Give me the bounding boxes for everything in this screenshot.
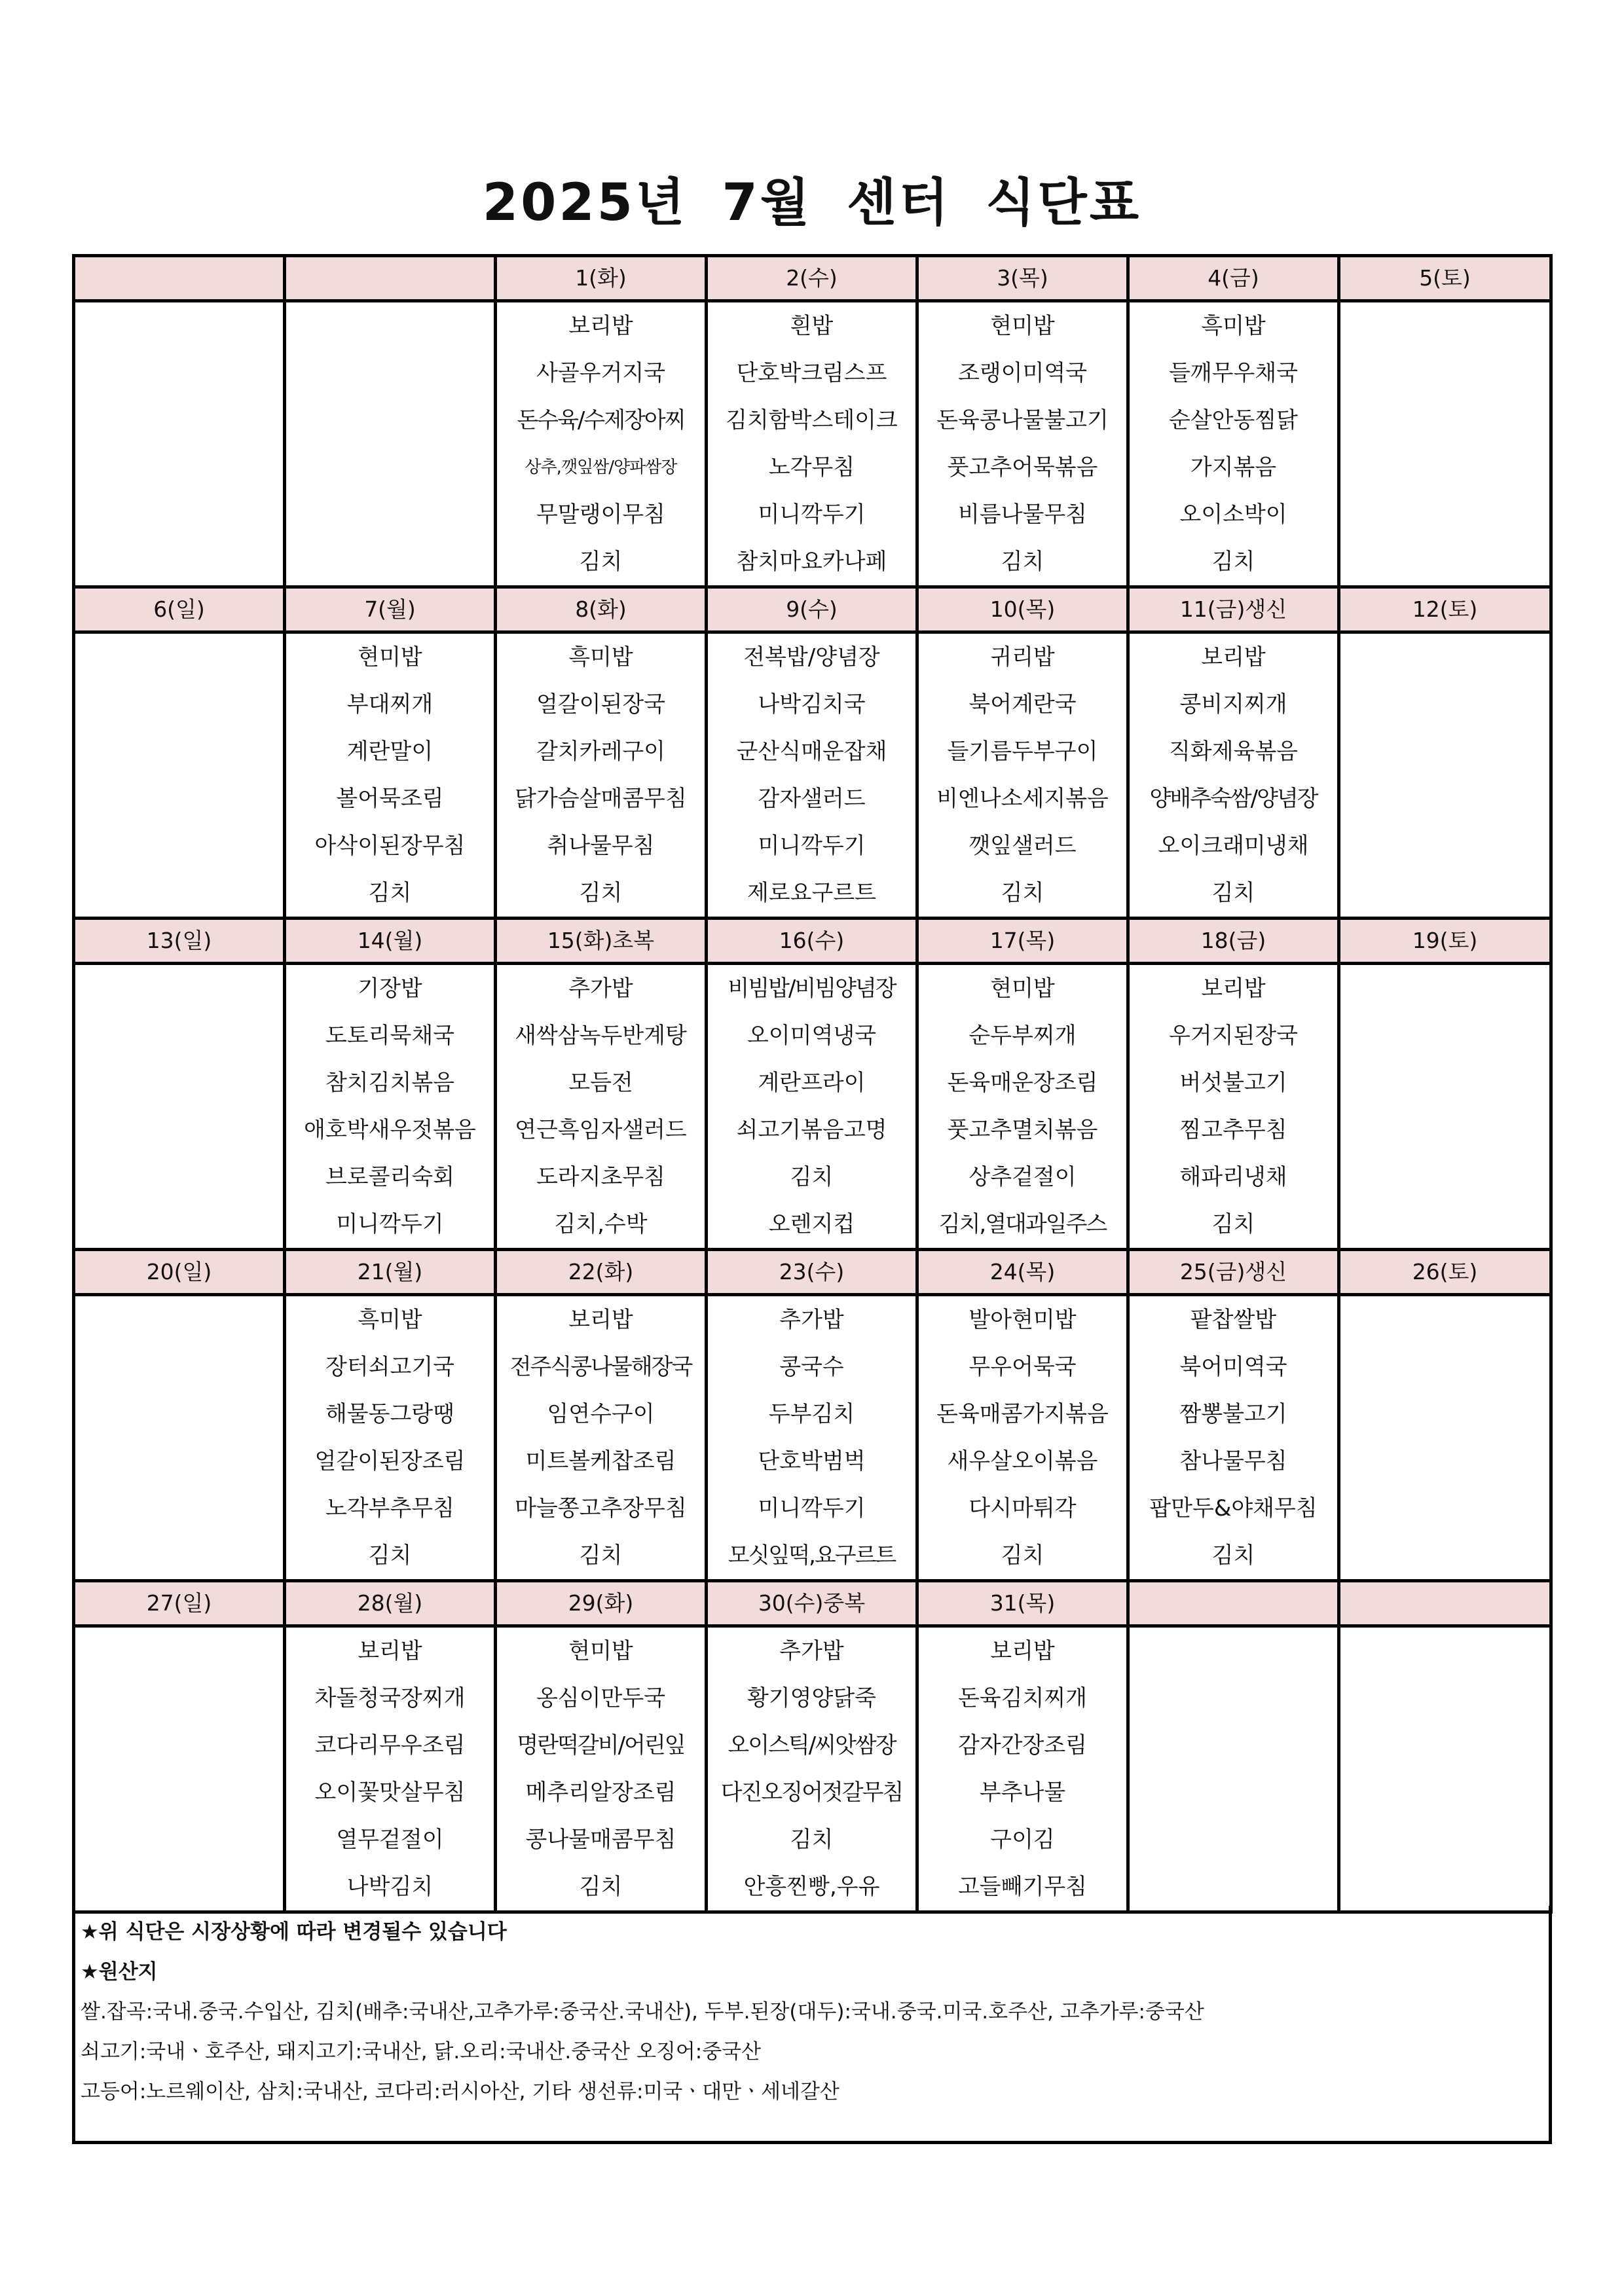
menu-item: 황기영양닭죽 [747,1685,877,1711]
menu-item: 콩국수 [779,1354,844,1380]
week-menu-row [74,301,1551,587]
day-menu-cell [917,1626,1128,1912]
week-header-row [74,587,1551,632]
menu-item: 부추나물 [979,1779,1066,1806]
date-header [1339,1581,1551,1626]
day-menu-cell [496,1295,707,1581]
menu-item: 보리밥 [358,1638,422,1664]
date-header [74,256,285,301]
date-header: 21(월) [285,1250,496,1295]
menu-item: 오이꽃맛살무침 [314,1779,466,1806]
menu-item: 부대찌개 [346,691,434,718]
date-header: 18(금) [1128,919,1339,964]
date-header: 26(토) [1339,1250,1551,1295]
date-header: 28(월) [285,1581,496,1626]
menu-item: 김치,수박 [554,1211,648,1237]
menu-item: 애호박새우젓볶음 [304,1117,476,1143]
day-menu-cell [285,1295,496,1581]
menu-item: 흑미밥 [358,1307,422,1333]
date-header: 17(목) [917,919,1128,964]
menu-item: 오렌지컵 [768,1211,855,1237]
day-menu-cell [285,632,496,919]
day-menu-cell [285,1626,496,1912]
menu-item: 팝만두&야채무침 [1149,1495,1318,1522]
date-header: 2(수) [707,256,917,301]
menu-item: 돈육콩나물불고기 [936,407,1109,433]
day-menu-cell [1339,301,1551,587]
menu-item: 다진오징어젓갈무침 [720,1779,903,1806]
week-menu-row [74,1295,1551,1581]
menu-item: 김치 [1001,880,1044,906]
origin-line-3: 고등어:노르웨이산, 삼치:국내산, 코다리:러시아산, 기타 생선류:미국ㆍ대만ㆍ세네갈산 [81,2080,840,2104]
week-menu-row [74,1626,1551,1912]
menu-item: 보리밥 [1201,644,1266,670]
week-menu-row [74,632,1551,919]
day-menu-cell [1339,632,1551,919]
menu-item: 짬뽕불고기 [1179,1401,1287,1427]
day-menu-cell [74,1295,285,1581]
date-header: 1(화) [496,256,707,301]
day-menu-cell [917,1295,1128,1581]
menu-item: 단호박범벅 [758,1448,866,1474]
menu-item: 다시마튀각 [969,1495,1077,1522]
date-header: 29(화) [496,1581,707,1626]
menu-item: 볼어묵조림 [336,786,444,812]
menu-item: 김치 [790,1827,834,1853]
menu-item: 미니깍두기 [758,501,866,528]
menu-item: 참치마요카나페 [736,549,887,575]
day-menu-cell [707,1626,917,1912]
menu-item: 순두부찌개 [969,1023,1077,1049]
day-menu-cell [1339,1626,1551,1912]
menu-item: 순살안동찜닭 [1168,407,1299,433]
day-menu-cell [707,632,917,919]
menu-item: 추가밥 [779,1638,844,1664]
day-menu-cell [74,632,285,919]
date-header: 6(일) [74,587,285,632]
menu-item: 코다리무우조림 [314,1732,466,1758]
menu-item: 취나물무침 [547,833,655,859]
menu-item: 김치 [368,880,412,906]
date-header [1128,1581,1339,1626]
menu-item: 김치 [790,1164,834,1190]
date-header: 25(금)생신 [1128,1250,1339,1295]
menu-item: 무우어묵국 [969,1354,1077,1380]
menu-item: 단호박크림스프 [736,360,887,386]
day-menu-cell [707,964,917,1250]
menu-item: 김치 [368,1542,412,1569]
day-menu-cell [917,964,1128,1250]
menu-item: 새싹삼녹두반계탕 [515,1023,687,1049]
menu-item: 아삭이된장무침 [314,833,466,859]
menu-item: 김치 [579,1874,623,1900]
menu-item: 전복밥/양념장 [743,644,880,670]
menu-item: 옹심이만두국 [536,1685,666,1711]
menu-item: 풋고추어묵볶음 [947,454,1098,481]
menu-item: 전주식콩나물해장국 [509,1354,692,1380]
date-header: 31(목) [917,1581,1128,1626]
menu-item: 돈육매콤가지볶음 [936,1401,1109,1427]
day-menu-cell [1339,964,1551,1250]
origin-title: ★원산지 [81,1960,158,1984]
day-menu-cell [285,964,496,1250]
menu-item: 도라지초무침 [536,1164,666,1190]
menu-item: 귀리밥 [990,644,1055,670]
date-header: 19(토) [1339,919,1551,964]
menu-item: 나박김치국 [758,691,866,718]
date-header: 12(토) [1339,587,1551,632]
menu-item: 고들빼기무침 [957,1874,1088,1900]
menu-item: 미니깍두기 [758,1495,866,1522]
date-header: 8(화) [496,587,707,632]
menu-item: 오이스틱/씨앗쌈장 [728,1732,896,1758]
menu-item: 브로콜리숙회 [325,1164,455,1190]
menu-item: 오이소박이 [1179,501,1287,528]
menu-item: 차돌청국장찌개 [314,1685,466,1711]
menu-item: 제로요구르트 [747,880,877,906]
date-header: 14(월) [285,919,496,964]
date-header: 27(일) [74,1581,285,1626]
menu-item: 기장밥 [358,975,422,1002]
menu-change-notice: ★위 식단은 시장상황에 따라 변경될수 있습니다 [81,1920,507,1944]
menu-item: 콩나물매콤무침 [525,1827,676,1853]
menu-item: 보리밥 [990,1638,1055,1664]
menu-item: 김치 [1211,1211,1255,1237]
menu-item: 오이크래미냉채 [1158,833,1309,859]
menu-item: 흑미밥 [568,644,633,670]
menu-item: 해파리냉채 [1179,1164,1287,1190]
day-menu-cell [1128,964,1339,1250]
menu-item: 마늘쫑고추장무침 [515,1495,687,1522]
menu-item: 미트볼케찹조림 [525,1448,676,1474]
menu-item: 미니깍두기 [758,833,866,859]
menu-item: 김치함박스테이크 [726,407,898,433]
day-menu-cell [1128,632,1339,919]
menu-item: 도토리묵채국 [325,1023,455,1049]
day-menu-cell [707,301,917,587]
menu-item: 김치 [1211,1542,1255,1569]
menu-item: 모싯잎떡,요구르트 [728,1542,896,1569]
menu-table [72,254,1553,1914]
menu-item: 직화제육볶음 [1168,738,1299,765]
origin-line-1: 쌀.잡곡:국내.중국.수입산, 김치(배추:국내산,고추가루:중국산.국내산), 두부.된장(대두):국내.중국.미국.호주산, 고추가루:중국산 [81,2000,1204,2024]
menu-item: 버섯불고기 [1179,1070,1287,1096]
date-header: 5(토) [1339,256,1551,301]
menu-item: 계란프라이 [758,1070,866,1096]
menu-item: 김치 [579,549,623,575]
menu-item: 비엔나소세지볶음 [936,786,1109,812]
menu-item: 돈수육/수제장아찌 [517,407,685,433]
menu-item: 임연수구이 [547,1401,655,1427]
date-header: 22(화) [496,1250,707,1295]
menu-item: 김치 [1211,880,1255,906]
date-header: 23(수) [707,1250,917,1295]
menu-item: 현미밥 [990,313,1055,339]
day-menu-cell [917,632,1128,919]
menu-item: 얼갈이된장국 [536,691,666,718]
menu-item: 닭가슴살매콤무침 [515,786,687,812]
week-header-row [74,256,1551,301]
menu-item: 보리밥 [1201,975,1266,1002]
menu-item: 추가밥 [779,1307,844,1333]
day-menu-cell [496,1626,707,1912]
menu-item: 콩비지찌개 [1179,691,1287,718]
date-header: 11(금)생신 [1128,587,1339,632]
menu-item: 흑미밥 [1201,313,1266,339]
day-menu-cell [496,301,707,587]
menu-item: 연근흑임자샐러드 [515,1117,687,1143]
menu-item: 갈치카레구이 [536,738,666,765]
menu-item: 참나물무침 [1179,1448,1287,1474]
week-header-row [74,1581,1551,1626]
menu-item: 계란말이 [346,738,434,765]
menu-item: 모듬전 [568,1070,633,1096]
day-menu-cell [496,964,707,1250]
menu-item: 가지볶음 [1190,454,1277,481]
day-menu-cell [707,1295,917,1581]
week-header-row [74,919,1551,964]
date-header: 24(목) [917,1250,1128,1295]
date-header: 7(월) [285,587,496,632]
menu-item: 장터쇠고기국 [325,1354,455,1380]
menu-item: 구이김 [990,1827,1055,1853]
day-menu-cell [1128,1295,1339,1581]
menu-item: 김치 [1001,1542,1044,1569]
day-menu-cell [1128,301,1339,587]
menu-item: 노각부추무침 [325,1495,455,1522]
date-header: 15(화)초복 [496,919,707,964]
menu-item: 나박김치 [346,1874,434,1900]
menu-item: 미니깍두기 [336,1211,444,1237]
menu-item: 북어계란국 [969,691,1077,718]
menu-item: 김치 [579,880,623,906]
day-menu-cell [496,632,707,919]
date-header: 10(목) [917,587,1128,632]
week-menu-row [74,964,1551,1250]
menu-item: 새우살오이볶음 [947,1448,1098,1474]
day-menu-cell [1128,1626,1339,1912]
menu-item: 풋고추멸치볶음 [947,1117,1098,1143]
menu-item: 깻잎샐러드 [969,833,1077,859]
menu-item: 상추,깻잎쌈/양파쌈장 [525,458,677,477]
menu-item: 메추리알장조림 [525,1779,676,1806]
menu-item: 해물동그랑땡 [325,1401,455,1427]
day-menu-cell [74,301,285,587]
menu-item: 현미밥 [990,975,1055,1002]
menu-item: 사골우거지국 [536,360,666,386]
day-menu-cell [74,1626,285,1912]
menu-item: 돈육매운장조림 [947,1070,1098,1096]
date-header: 3(목) [917,256,1128,301]
menu-item: 군산식매운잡채 [736,738,887,765]
menu-item: 팥찹쌀밥 [1190,1307,1277,1333]
week-header-row [74,1250,1551,1295]
menu-item: 현미밥 [568,1638,633,1664]
menu-item: 감자간장조림 [957,1732,1088,1758]
menu-item: 북어미역국 [1179,1354,1287,1380]
page-title: 2025년 7월 센터 식단표 [482,173,1142,232]
menu-item: 두부김치 [768,1401,855,1427]
date-header: 16(수) [707,919,917,964]
day-menu-cell [917,301,1128,587]
menu-item: 추가밥 [568,975,633,1002]
menu-item: 들깨무우채국 [1168,360,1299,386]
menu-item: 무말랭이무침 [536,501,666,528]
menu-item: 보리밥 [568,1307,633,1333]
menu-item: 열무겉절이 [336,1827,444,1853]
menu-item: 김치 [1001,549,1044,575]
menu-item: 오이미역냉국 [747,1023,877,1049]
menu-item: 쇠고기볶음고명 [736,1117,887,1143]
day-menu-cell [1339,1295,1551,1581]
menu-item: 참치김치볶음 [325,1070,455,1096]
date-header: 9(수) [707,587,917,632]
menu-item: 우거지된장국 [1168,1023,1299,1049]
day-menu-cell [74,964,285,1250]
menu-item: 안흥찐빵,우유 [743,1874,880,1900]
menu-item: 비빔밥/비빔양념장 [728,975,896,1002]
date-header: 20(일) [74,1250,285,1295]
menu-item: 감자샐러드 [758,786,866,812]
menu-item: 김치,열대과일주스 [938,1211,1107,1237]
menu-item: 비름나물무침 [957,501,1088,528]
menu-item: 김치 [1211,549,1255,575]
date-header: 4(금) [1128,256,1339,301]
menu-item: 상추겉절이 [969,1164,1077,1190]
menu-item: 양배추숙쌈/양념장 [1149,786,1318,812]
menu-item: 명란떡갈비/어린잎 [517,1732,685,1758]
day-menu-cell [285,301,496,587]
menu-item: 들기름두부구이 [947,738,1098,765]
menu-item: 돈육김치찌개 [957,1685,1088,1711]
menu-item: 현미밥 [358,644,422,670]
menu-item: 김치 [579,1542,623,1569]
menu-item: 찜고추무침 [1179,1117,1287,1143]
menu-item: 조랭이미역국 [957,360,1088,386]
notes-section [72,1906,1552,2144]
menu-item: 노각무침 [768,454,855,481]
menu-item: 발아현미밥 [969,1307,1077,1333]
menu-item: 흰밥 [790,313,834,339]
date-header: 13(일) [74,919,285,964]
date-header: 30(수)중복 [707,1581,917,1626]
menu-item: 얼갈이된장조림 [314,1448,466,1474]
origin-line-2: 쇠고기:국내ㆍ호주산, 돼지고기:국내산, 닭.오리:국내산.중국산 오징어:중국산 [81,2040,762,2064]
menu-item: 보리밥 [568,313,633,339]
date-header [285,256,496,301]
